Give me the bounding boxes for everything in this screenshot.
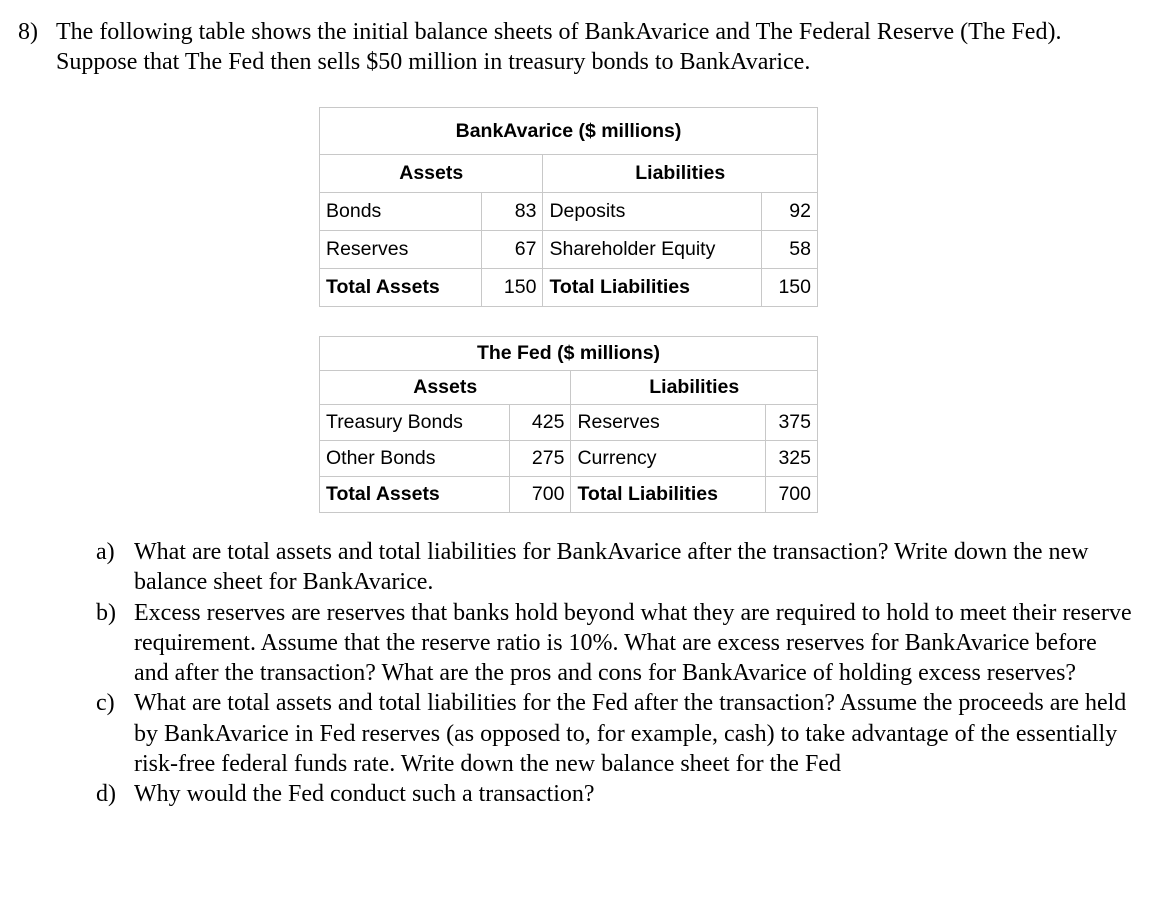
bank-liability-label: Shareholder Equity: [543, 231, 762, 269]
part-label: b): [96, 599, 116, 626]
part-text: Excess reserves are reserves that banks hold beyond what they are required to hold to meet their reserve requirement. Assume that the reserve ratio is 10%. What are excess reserves for BankAvarice before and after the transaction? What are the pros and cons for BankAvarice of holding excess reserves?: [134, 599, 1132, 687]
fed-liability-value: 375: [766, 405, 818, 441]
fed-asset-label: Treasury Bonds: [320, 405, 510, 441]
fed-assets-header: Assets: [320, 371, 571, 405]
table-total-row: [320, 269, 818, 307]
bank-liability-value: 92: [762, 193, 818, 231]
bank-liabilities-header: Liabilities: [543, 155, 818, 193]
fed-total-assets-label: Total Assets: [320, 477, 510, 513]
question-parts: [96, 537, 1136, 810]
fed-total-liabilities-label: Total Liabilities: [571, 477, 766, 513]
fed-balance-sheet: [319, 336, 818, 513]
bank-total-assets-label: Total Assets: [320, 269, 482, 307]
fed-liability-label: Reserves: [571, 405, 766, 441]
question-part-b: [96, 598, 1136, 689]
fed-liabilities-header: Liabilities: [571, 371, 818, 405]
part-text: What are total assets and total liabilities for BankAvarice after the transaction? Write down the new balance sheet for BankAvarice.: [134, 539, 1089, 596]
question-part-d: [96, 779, 1136, 809]
bank-asset-label: Reserves: [320, 231, 482, 269]
question-intro-text: The following table shows the initial balance sheets of BankAvarice and The Federal Reserve (The Fed). Suppose that The Fed then sells $50 million in treasury bonds to BankAvarice.: [56, 19, 1062, 75]
bank-liability-value: 58: [762, 231, 818, 269]
question-intro: [18, 17, 1138, 77]
fed-total-liabilities-value: 700: [766, 477, 818, 513]
bank-asset-label: Bonds: [320, 193, 482, 231]
bankavarice-balance-sheet: [319, 107, 818, 307]
fed-asset-value: 275: [509, 441, 571, 477]
question-part-a: [96, 537, 1136, 598]
question-part-c: [96, 688, 1136, 779]
bank-total-liabilities-value: 150: [762, 269, 818, 307]
fed-liability-label: Currency: [571, 441, 766, 477]
part-text: Why would the Fed conduct such a transaction?: [134, 781, 595, 808]
part-label: c): [96, 690, 115, 717]
table-row: [320, 231, 818, 269]
bank-table-title: BankAvarice ($ millions): [320, 108, 818, 155]
part-text: What are total assets and total liabilities for the Fed after the transaction? Assume the proceeds are held by BankAvarice in Fed reserves (as opposed to, for example, cash) to take advantage of the essentially risk-free federal funds rate. Write down the new balance sheet for the Fed: [134, 690, 1127, 778]
bank-asset-value: 67: [481, 231, 543, 269]
part-label: a): [96, 539, 115, 565]
bank-assets-header: Assets: [320, 155, 543, 193]
table-row: [320, 405, 818, 441]
bank-total-liabilities-label: Total Liabilities: [543, 269, 762, 307]
table-row: [320, 441, 818, 477]
fed-asset-value: 425: [509, 405, 571, 441]
fed-asset-label: Other Bonds: [320, 441, 510, 477]
part-label: d): [96, 781, 116, 808]
bank-total-assets-value: 150: [481, 269, 543, 307]
question-number: 8): [18, 19, 38, 45]
table-row: [320, 193, 818, 231]
table-total-row: [320, 477, 818, 513]
fed-total-assets-value: 700: [509, 477, 571, 513]
fed-table-title: The Fed ($ millions): [320, 337, 818, 371]
fed-liability-value: 325: [766, 441, 818, 477]
bank-asset-value: 83: [481, 193, 543, 231]
bank-liability-label: Deposits: [543, 193, 762, 231]
